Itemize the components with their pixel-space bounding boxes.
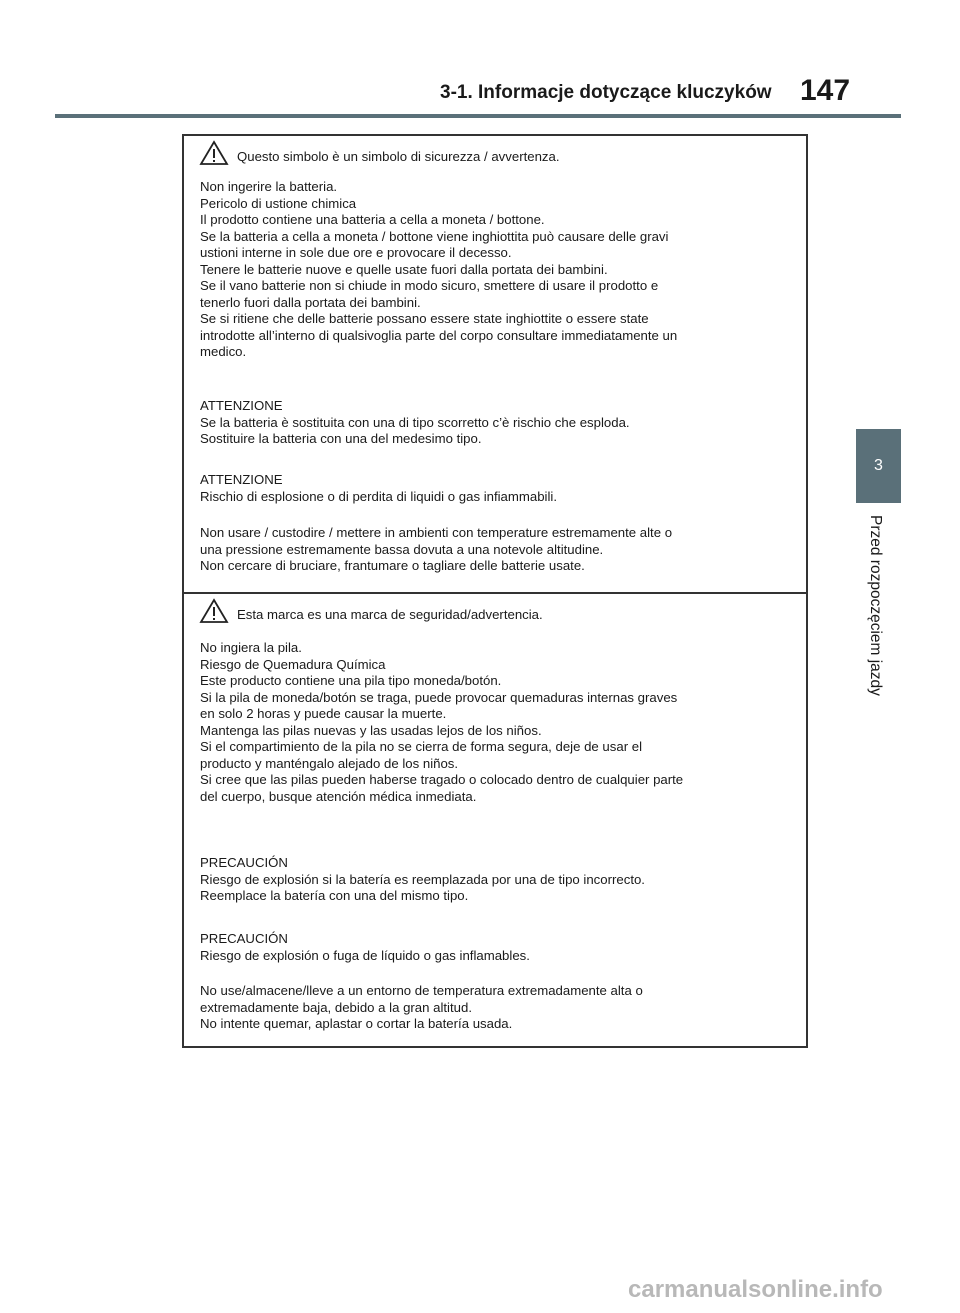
text-line: ustioni interne in sole due ore e provocare il decesso. (200, 245, 512, 260)
spanish-paragraph-4 (200, 983, 795, 1033)
text-line: Si la pila de moneda/botón se traga, puede provocar quemaduras internas graves (200, 689, 678, 705)
text-line: una pressione estremamente bassa dovuta a una notevole altitudine. (200, 541, 604, 557)
text-line: ATTENZIONE (200, 398, 283, 413)
spanish-warning-row (199, 598, 543, 624)
page-number: 147 (800, 74, 851, 107)
italian-paragraph-4 (200, 525, 795, 575)
text-line: Non cercare di bruciare, frantumare o tagliare delle batterie usate. (200, 558, 585, 573)
spanish-section (184, 594, 806, 1046)
italian-warning-row (199, 140, 560, 166)
text-line: tenerlo fuori dalla portata dei bambini. (200, 294, 421, 310)
watermark: carmanualsonline.info (628, 1276, 883, 1303)
text-line: extremadamente baja, debido a la gran altitud. (200, 999, 472, 1015)
italian-paragraph-1 (200, 179, 795, 361)
text-line: Riesgo de explosión si la batería es reemplazada por una de tipo incorrecto. (200, 871, 645, 887)
warning-content-box (182, 134, 808, 1048)
italian-paragraph-2 (200, 398, 795, 448)
text-line: del cuerpo, busque atención médica inmediata. (200, 788, 477, 804)
chapter-tab[interactable] (856, 429, 901, 503)
warning-triangle-icon (199, 598, 229, 624)
spanish-paragraph-1 (200, 640, 795, 805)
italian-section (184, 136, 806, 594)
text-line: Se la batteria è sostituita con una di tipo scorretto c’è rischio che esploda. (200, 414, 630, 430)
header-title: 3-1. Informacje dotyczące kluczyków (440, 82, 772, 103)
text-line: Non usare / custodire / mettere in ambienti con temperature estremamente alte o (200, 525, 673, 540)
text-line: en solo 2 horas y puede causar la muerte. (200, 706, 447, 721)
text-line: Sostituire la batteria con una del medesimo tipo. (200, 431, 482, 446)
text-line: PRECAUCIÓN (200, 931, 288, 946)
text-line: introdotte all’interno di qualsivoglia parte del corpo consultare immediatamente un (200, 327, 678, 343)
text-line: Se la batteria a cella a moneta / bottone viene inghiottita può causare delle gravi (200, 228, 669, 244)
text-line: Riesgo de explosión o fuga de líquido o gas inflamables. (200, 947, 530, 963)
spanish-warning-label: Esta marca es una marca de seguridad/advertencia. (237, 607, 543, 622)
text-line: Riesgo de Quemadura Química (200, 656, 386, 672)
text-line: Il prodotto contiene una batteria a cella a moneta / bottone. (200, 212, 545, 227)
text-line: No ingiera la pila. (200, 640, 302, 655)
spanish-paragraph-3 (200, 931, 795, 964)
text-line: Se il vano batterie non si chiude in modo sicuro, smettere di usare il prodotto e (200, 278, 659, 293)
text-line: Reemplace la batería con una del mismo tipo. (200, 888, 469, 903)
text-line: Tenere le batterie nuove e quelle usate fuori dalla portata dei bambini. (200, 261, 608, 277)
text-line: No intente quemar, aplastar o cortar la batería usada. (200, 1016, 513, 1031)
text-line: Pericolo di ustione chimica (200, 195, 357, 211)
header-rule (55, 114, 901, 118)
spanish-paragraph-2 (200, 855, 795, 905)
text-line: No use/almacene/lleve a un entorno de temperatura extremadamente alta o (200, 983, 643, 998)
text-line: Si cree que las pilas pueden haberse tragado o colocado dentro de cualquier parte (200, 772, 684, 787)
italian-paragraph-3 (200, 472, 795, 505)
text-line: Mantenga las pilas nuevas y las usadas lejos de los niños. (200, 722, 542, 738)
text-line: Este producto contiene una pila tipo moneda/botón. (200, 673, 502, 688)
text-line: Si el compartimiento de la pila no se cierra de forma segura, deje de usar el (200, 739, 643, 754)
text-line: Se si ritiene che delle batterie possano essere state inghiottite o essere state (200, 311, 649, 326)
text-line: PRECAUCIÓN (200, 855, 288, 870)
chapter-tab-number: 3 (874, 457, 883, 474)
chapter-side-label: Przed rozpoczęciem jazdy (867, 515, 884, 696)
warning-triangle-icon (199, 140, 229, 166)
italian-warning-label: Questo simbolo è un simbolo di sicurezza / avvertenza. (237, 149, 560, 164)
text-line: ATTENZIONE (200, 472, 283, 487)
text-line: Non ingerire la batteria. (200, 179, 338, 194)
text-line: Rischio di esplosione o di perdita di liquidi o gas infiammabili. (200, 488, 557, 504)
text-line: medico. (200, 344, 247, 359)
text-line: producto y manténgalo alejado de los niños. (200, 755, 459, 771)
